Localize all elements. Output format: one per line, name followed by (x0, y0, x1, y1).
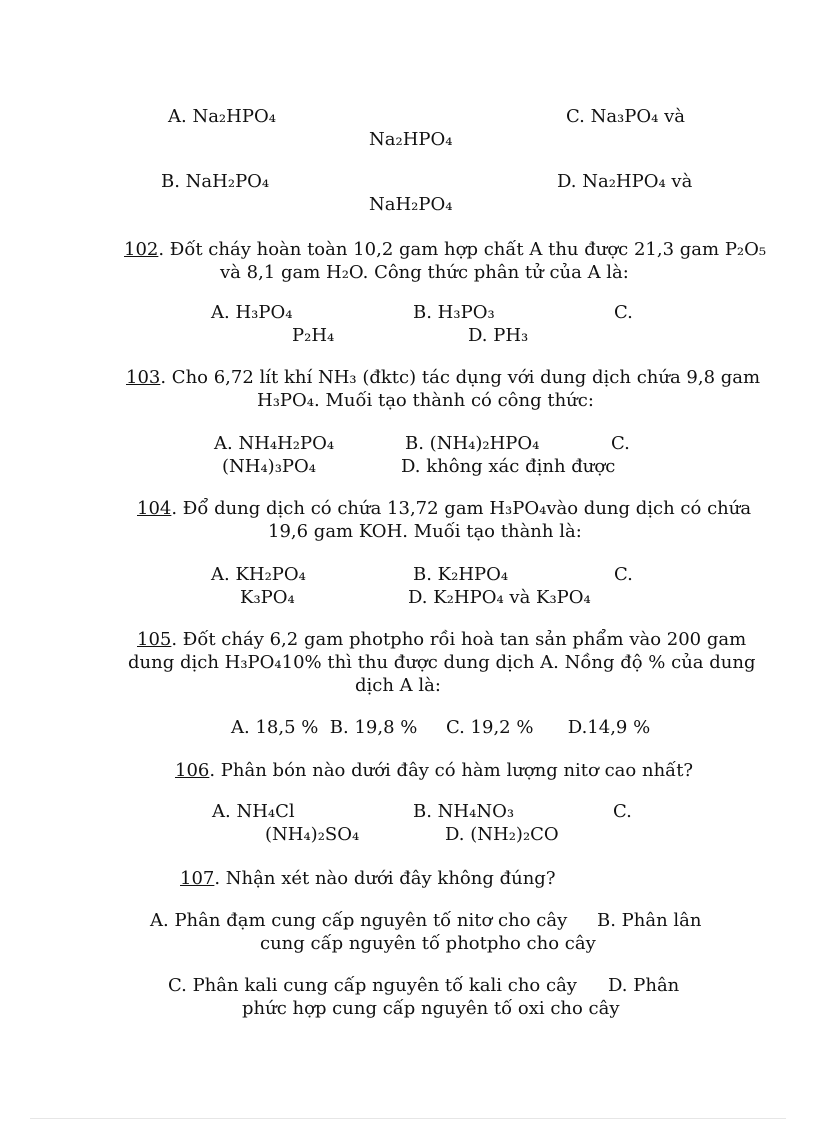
q106-stem-line1: 106. Phân bón nào dưới đây có hàm lượng nitơ cao nhất? (175, 760, 694, 781)
q103-option-c-cont: (NH₄)₃PO₄ (222, 456, 317, 477)
page-bottom-divider (30, 1118, 786, 1119)
q101-option-c: C. Na₃PO₄ và (566, 106, 685, 127)
q105-options: A. 18,5 % B. 19,8 % C. 19,2 % D.14,9 % (231, 717, 651, 738)
q101-option-d-cont: NaH₂PO₄ (369, 194, 453, 215)
q103-option-c: C. (611, 433, 630, 454)
q103-option-d: D. không xác định được (401, 456, 616, 477)
q107-option-a: A. Phân đạm cung cấp nguyên tố nitơ cho cây (150, 910, 568, 931)
q102-option-c: C. (614, 302, 633, 323)
q101-option-c-cont: Na₂HPO₄ (369, 129, 453, 150)
q106-option-c: C. (613, 801, 632, 822)
q102-number: 102 (124, 239, 159, 260)
q102-stem-line2: và 8,1 gam H₂O. Công thức phân tử của A là: (220, 262, 629, 283)
q104-option-b: B. K₂HPO₄ (413, 564, 509, 585)
q105-number: 105 (137, 629, 172, 650)
q107-option-b: B. Phân lân (597, 910, 702, 931)
q107-number: 107 (180, 868, 215, 889)
q102-option-a: A. H₃PO₄ (211, 302, 293, 323)
q104-number: 104 (137, 498, 172, 519)
q104-stem-line1: 104. Đổ dung dịch có chứa 13,72 gam H₃PO₄vào dung dịch có chứa (137, 498, 752, 519)
q102-option-d: D. PH₃ (468, 325, 529, 346)
q104-option-d: D. K₂HPO₄ và K₃PO₄ (408, 587, 591, 608)
q102-stem-line1: 102. Đốt cháy hoàn toàn 10,2 gam hợp chất A thu được 21,3 gam P₂O₅ (124, 239, 767, 260)
q103-number: 103 (126, 367, 161, 388)
q107-option-b-cont: cung cấp nguyên tố photpho cho cây (260, 933, 596, 954)
q101-option-b: B. NaH₂PO₄ (161, 171, 270, 192)
q107-stem-line1: 107. Nhận xét nào dưới đây không đúng? (180, 868, 556, 889)
q101-option-a: A. Na₂HPO₄ (168, 106, 276, 127)
q104-option-c: C. (614, 564, 633, 585)
q102-option-b: B. H₃PO₃ (413, 302, 495, 323)
q101-option-d: D. Na₂HPO₄ và (557, 171, 693, 192)
q106-number: 106 (175, 760, 210, 781)
q105-stem-line3: dịch A là: (355, 675, 441, 696)
q106-option-c-cont: (NH₄)₂SO₄ (265, 824, 360, 845)
q107-option-d: D. Phân (608, 975, 680, 996)
q106-option-a: A. NH₄Cl (212, 801, 295, 822)
q104-option-a: A. KH₂PO₄ (211, 564, 306, 585)
q105-stem-line2: dung dịch H₃PO₄10% thì thu được dung dịch A. Nồng độ % của dung (128, 652, 756, 673)
q103-option-a: A. NH₄H₂PO₄ (214, 433, 335, 454)
q105-stem-line1: 105. Đốt cháy 6,2 gam photpho rồi hoà tan sản phẩm vào 200 gam (137, 629, 747, 650)
q106-option-b: B. NH₄NO₃ (413, 801, 515, 822)
q103-stem-line1: 103. Cho 6,72 lít khí NH₃ (đktc) tác dụng với dung dịch chứa 9,8 gam (126, 367, 761, 388)
q104-stem-line2: 19,6 gam KOH. Muối tạo thành là: (268, 521, 582, 542)
q107-option-d-cont: phức hợp cung cấp nguyên tố oxi cho cây (242, 998, 620, 1019)
q103-option-b: B. (NH₄)₂HPO₄ (405, 433, 540, 454)
q102-option-c-cont: P₂H₄ (292, 325, 335, 346)
q106-option-d: D. (NH₂)₂CO (445, 824, 559, 845)
q104-option-c-cont: K₃PO₄ (240, 587, 295, 608)
q103-stem-line2: H₃PO₄. Muối tạo thành có công thức: (257, 390, 594, 411)
q107-option-c: C. Phân kali cung cấp nguyên tố kali cho cây (168, 975, 577, 996)
